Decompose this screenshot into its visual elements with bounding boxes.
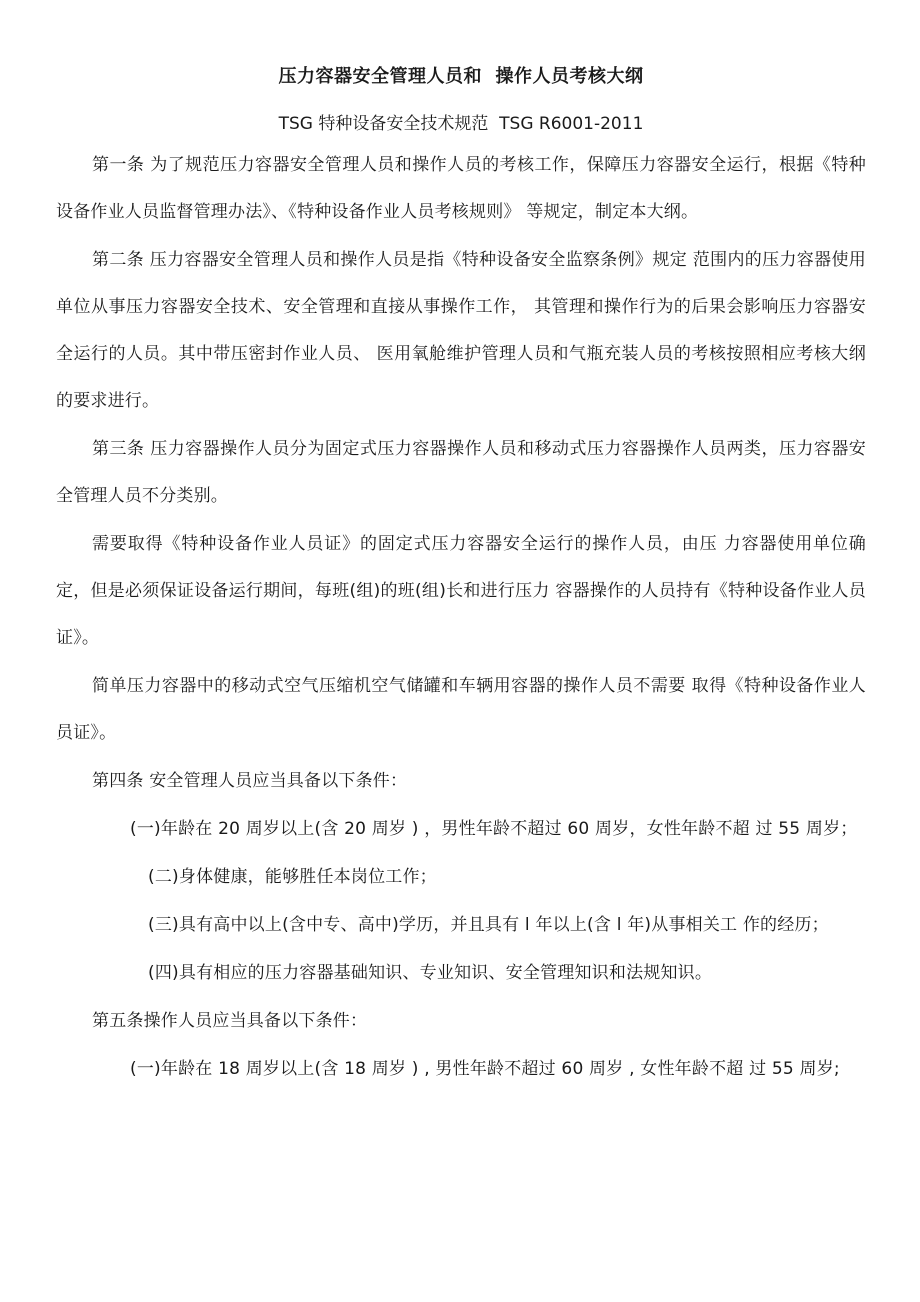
article-4-heading: 第四条 安全管理人员应当具备以下条件： xyxy=(92,771,408,791)
article-4-item-1: (一)年龄在 20 周岁以上(含 20 周岁 ) ，男性年龄不超过 60 周岁，女性年龄不超 过 55 周岁； xyxy=(130,819,858,839)
article-2-paragraph: 第二条 压力容器安全管理人员和操作人员是指《特种设备安全监察条例》规定 范围内的压力容器使用单位从事压力容器安全技术、安全管理和直接从事操作工作， 其管理和操作行为的后果会影响压力容器安全运行的人员。其中带压密封作业人员、 医用氧舱维护管理人员和气瓶充装人员的考核按照相应考核大纲的要求进行。 xyxy=(56,250,866,411)
article-4-item-2: (二)身体健康，能够胜任本岗位工作； xyxy=(148,867,437,887)
article-5-heading: 第五条操作人员应当具备以下条件： xyxy=(92,1011,368,1031)
document-title: 压力容器安全管理人员和 操作人员考核大纲 xyxy=(278,66,644,87)
article-3-exemption-paragraph: 简单压力容器中的移动式空气压缩机空气储罐和车辆用容器的操作人员不需要 取得《特种设备作业人员证》。 xyxy=(56,676,866,743)
document-subtitle: TSG 特种设备安全技术规范 TSG R6001-2011 xyxy=(278,114,644,134)
article-3-supplement-paragraph: 需要取得《特种设备作业人员证》的固定式压力容器安全运行的操作人员，由压 力容器使用单位确定，但是必须保证设备运行期间，每班(组)的班(组)长和进行压力 容器操作的人员持有《特种设备作业人员证》。 xyxy=(56,534,866,648)
document-page xyxy=(56,62,866,1093)
article-4-item-4: (四)具有相应的压力容器基础知识、专业知识、安全管理知识和法规知识。 xyxy=(148,963,713,983)
article-3-paragraph: 第三条 压力容器操作人员分为固定式压力容器操作人员和移动式压力容器操作人员两类，压力容器安全管理人员不分类别。 xyxy=(56,439,866,506)
article-4-item-3: (三)具有高中以上(含中专、高中)学历，并且具有 l 年以上(含 l 年)从事相关工 作的经历； xyxy=(148,915,829,935)
article-1-paragraph: 第一条 为了规范压力容器安全管理人员和操作人员的考核工作，保障压力容器安全运行，根据《特种设备作业人员监督管理办法》、《特种设备作业人员考核规则》 等规定，制定本大纲。 xyxy=(56,155,866,222)
article-5-item-1: (一)年龄在 18 周岁以上(含 18 周岁 ) , 男性年龄不超过 60 周岁 , 女性年龄不超 过 55 周岁; xyxy=(130,1059,840,1079)
